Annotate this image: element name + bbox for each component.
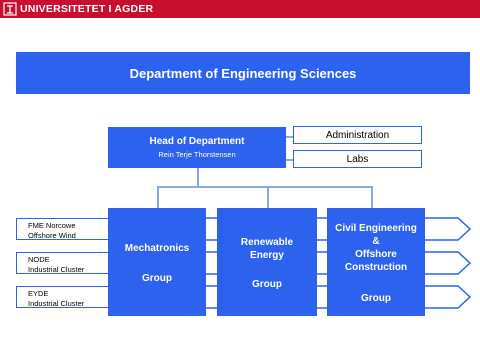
- cluster-line1: FME Norcowe: [28, 221, 76, 230]
- group-title-line: Energy: [250, 250, 284, 261]
- group-title: Mechatronics: [124, 243, 190, 254]
- group-title-line: Renewable: [240, 237, 294, 248]
- group-mechatronics: [108, 208, 206, 316]
- group-renewable-energy: [217, 208, 317, 316]
- administration-label: Administration: [325, 129, 390, 141]
- cluster-line2: Industrial Cluster: [28, 299, 85, 308]
- cluster-eyde: [16, 286, 108, 308]
- group-sub: Group: [252, 279, 282, 290]
- group-sub: Group: [142, 273, 172, 284]
- group-title: [217, 236, 317, 262]
- department-title: Department of Engineering Sciences: [129, 65, 357, 81]
- group-title-line: Civil Engineering: [335, 223, 417, 234]
- labs-label: Labs: [346, 153, 369, 165]
- arrow-row-3: [425, 286, 470, 308]
- group-title: [327, 222, 425, 274]
- arrow-row-1: [425, 218, 470, 240]
- cluster-fme-norcowe: [16, 218, 108, 240]
- group-title-line: Construction: [344, 262, 408, 273]
- cluster-line1: EYDE: [28, 289, 49, 298]
- group-sub: Group: [361, 293, 391, 304]
- university-name: UNIVERSITETET I AGDER: [20, 3, 154, 15]
- cluster-node: [16, 252, 108, 274]
- group-civil-engineering: [327, 208, 425, 316]
- arrow-row-2: [425, 252, 470, 274]
- cluster-line2: Industrial Cluster: [28, 265, 85, 274]
- cluster-line2: Offshore Wind: [28, 231, 76, 240]
- head-name: Rein Terje Thorstensen: [158, 150, 236, 159]
- group-title-line: Offshore: [355, 249, 397, 260]
- cluster-line1: NODE: [28, 255, 50, 264]
- group-title-line: &: [372, 236, 380, 247]
- head-title: Head of Department: [149, 136, 245, 147]
